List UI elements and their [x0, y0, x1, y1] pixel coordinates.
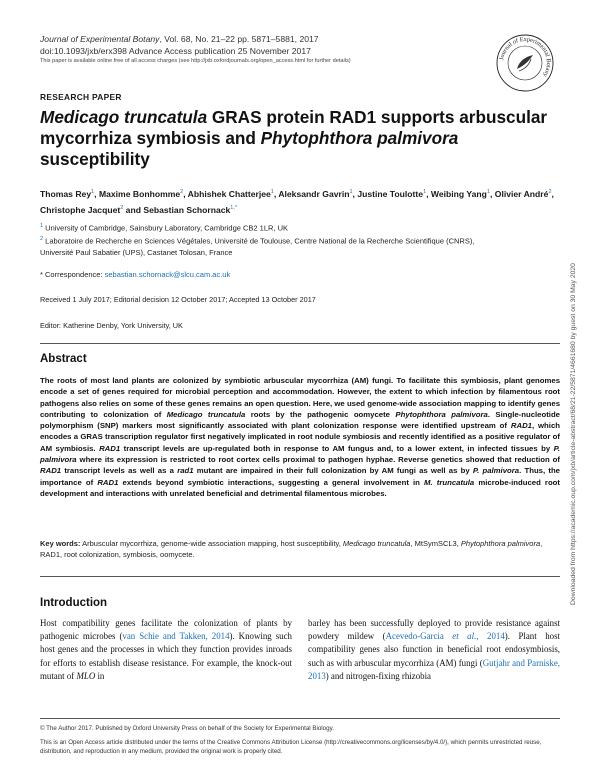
- author-name: Justine Toulotte: [357, 188, 424, 199]
- intro-text: barley has been successfully deployed to provide resistance against powdery mildew (: [308, 618, 560, 642]
- abstract-text: transcript levels as well as a: [61, 466, 178, 476]
- intro-text: in: [95, 670, 105, 681]
- author-name: Abhishek Chatterjee: [187, 188, 271, 199]
- author-name: Thomas Rey: [40, 188, 92, 199]
- author-separator: ,: [490, 188, 495, 199]
- intro-right-column: [308, 617, 560, 683]
- keywords-label: Key words:: [40, 539, 81, 548]
- download-stamp: Downloaded from https://academic.oup.com/jxb/article-abstract/68/21-22/5871/4661680 by guest on 30 May 2020: [570, 263, 577, 605]
- author-affiliation-marker: 1: [349, 189, 353, 195]
- citation-italic: et al.: [452, 631, 477, 642]
- copyright-notice: © The Author 2017. Published by Oxford University Press on behalf of the Society for Experimental Biology.: [40, 725, 334, 732]
- intro-text: ). Plant host compatibility genes also function in beneficial root endosymbiosis, such as with arbuscular mycorrhiza (AM) fungi (: [308, 631, 560, 668]
- affiliation-2-text-b: Université Paul Sabatier (UPS), Castanet Tolosan, France: [40, 247, 233, 257]
- article-title: [40, 107, 560, 170]
- affiliation-2: [40, 234, 560, 258]
- author-name: Weibing Yang: [430, 188, 487, 199]
- abstract-italic: P. palmivora: [472, 466, 520, 476]
- author-affiliation-marker: 1: [270, 189, 274, 195]
- author-affiliation-marker: 2: [120, 205, 124, 212]
- citation-link[interactable]: Gutjahr and Parniske, 2013: [308, 657, 560, 681]
- keywords-text: , MtSymSCL3,: [410, 539, 461, 548]
- keywords-text: Arbuscular mycorrhiza, genome-wide association mapping, host susceptibility,: [80, 539, 343, 548]
- abstract-text: roots by the pathogenic oomycete: [245, 409, 396, 419]
- journal-details: , Vol. 68, No. 21–22 pp. 5871–5881, 2017: [159, 34, 319, 44]
- divider: [40, 576, 560, 577]
- affiliation-2-number: 2: [40, 236, 44, 242]
- author-list: [40, 185, 560, 218]
- author-affiliation-marker: 1: [423, 189, 427, 195]
- intro-left-column: [40, 617, 292, 683]
- author-separator: ,: [273, 188, 279, 199]
- citation-text: Acevedo-Garcia: [385, 631, 453, 642]
- title-text-1: GRAS protein RAD1 supports arbuscular mycorrhiza symbiosis and: [40, 107, 548, 148]
- abstract-text: where its expression is restricted to root cortex cells proximal to pathogen hyphae. Reverse genetics showed that reduction of: [76, 455, 560, 465]
- abstract-text: transcript levels are up-regulated both in response to AM fungus and, to a lower extent, in infected tissues by: [120, 443, 554, 453]
- intro-text: Host compatibility genes facilitate the colonization of plants by pathogenic microbes (: [40, 618, 292, 642]
- author-name: Christophe Jacquet: [40, 205, 121, 216]
- author-affiliation-marker: 2: [548, 189, 552, 195]
- keywords: [40, 538, 560, 560]
- affiliation-1: [40, 221, 560, 234]
- introduction-heading: Introduction: [40, 597, 108, 609]
- author-affiliation-marker: 1: [91, 189, 95, 195]
- citation-link[interactable]: van Schie and Takken, 2014: [122, 631, 230, 642]
- received-dates: Received 1 July 2017; Editorial decision 12 October 2017; Accepted 13 October 2017: [40, 295, 316, 304]
- correspondence-label: * Correspondence:: [40, 270, 105, 279]
- abstract-text: extends beyond symbiotic interactions, suggesting a general involvement in: [118, 477, 425, 487]
- author-separator: ,: [352, 188, 358, 199]
- abstract-text: . Thus, the importance of: [40, 466, 560, 487]
- author-name: Sebastian Schornack: [143, 205, 231, 216]
- abstract-text: The roots of most land plants are colonized by symbiotic arbuscular mycorrhiza (AM) fungi. To facilitate this symbiosis, plant genomes encode a set of genes required for microbial perception and accommodation. However, the extent to which infection by filamentous root pathogens also relies on some of these genes remains an open question. Here, we used genome-wide association mapping to identify genes contributing to colonization of: [40, 376, 560, 419]
- abstract-italic: RAD1: [97, 477, 119, 487]
- abstract-italic: rad1: [177, 466, 194, 476]
- abstract-italic: RAD1: [40, 466, 62, 476]
- divider: [40, 343, 560, 344]
- keywords-italic: Phytophthora palmivora: [460, 539, 541, 548]
- author-name: Aleksandr Gavrin: [278, 188, 350, 199]
- abstract-text: mutant are impaired in their full colonization by AM fungi as well as by: [193, 466, 473, 476]
- correspondence-email-link[interactable]: sebastian.schornack@slcu.cam.ac.uk: [104, 270, 231, 279]
- keywords-text: , RAD1, root colonization, symbiosis, oomycete.: [40, 539, 543, 559]
- author-separator: and: [123, 205, 144, 216]
- abstract-text: microbe-induced root development and interactions with unrelated beneficial and detrimental filamentous microbes.: [40, 477, 560, 498]
- title-text-2: susceptibility: [40, 149, 150, 169]
- abstract-italic: RAD1: [99, 443, 121, 453]
- journal-name: Journal of Experimental Botany: [40, 34, 160, 44]
- affiliation-1-number: 1: [40, 223, 44, 229]
- author-separator: ,: [426, 188, 431, 199]
- abstract-text: . Single-nucleotide polymorphism (SNP) markers most significantly associated with plant colonization response were identified upstream of: [40, 409, 560, 431]
- author-separator: ,: [94, 188, 99, 199]
- seal-text: Journal of Experimental Botany: [498, 35, 553, 79]
- citation-link[interactable]: [386, 631, 505, 641]
- journal-seal-logo: [495, 33, 555, 93]
- abstract-italic: P. palmivora: [40, 443, 560, 465]
- doi-line: doi:10.1093/jxb/erx398 Advance Access publication 25 November 2017: [40, 46, 311, 56]
- abstract-italic: M. truncatula: [424, 477, 475, 487]
- intro-text: ). Knowing such host genes and the processes in which they function provides inroads for efforts to establish disease resistance. For example, the knock-out mutant of: [40, 631, 292, 681]
- abstract-italic: Phytophthora palmivora: [395, 409, 488, 419]
- journal-citation: [40, 34, 319, 44]
- author-name: Maxime Bonhomme: [98, 188, 181, 199]
- correspondence: [40, 270, 230, 279]
- title-italic-1: Medicago truncatula: [40, 107, 208, 127]
- author-name: Olivier André: [494, 188, 549, 199]
- intro-text: ) and nitrogen-fixing rhizobia: [325, 670, 431, 681]
- abstract-body: [40, 375, 560, 499]
- keywords-italic: Medicago truncatula: [342, 539, 411, 548]
- abstract-italic: RAD1: [510, 421, 532, 431]
- author-affiliation-marker: 1: [486, 189, 490, 195]
- title-italic-2: Phytophthora palmivora: [260, 128, 459, 148]
- author-separator: ,: [551, 188, 554, 199]
- footer-divider: [40, 718, 560, 719]
- abstract-heading: Abstract: [40, 353, 87, 365]
- article-type: RESEARCH PAPER: [40, 92, 122, 102]
- affiliation-1-text: University of Cambridge, Sainsbury Laboratory, Cambridge CB2 1LR, UK: [43, 223, 289, 233]
- open-access-note: This paper is available online free of all access charges (see http://jxb.oxfordjournals.org/open_access.html for further details): [40, 58, 351, 64]
- affiliation-2-text: Laboratoire de Recherche en Sciences Végétales, Université de Toulouse, Centre National de la Recherche Scientifique (CNRS),: [43, 236, 475, 246]
- author-separator: ,: [183, 188, 188, 199]
- author-affiliation-marker: 2: [180, 189, 184, 195]
- abstract-italic: Medicago truncatula: [166, 409, 246, 419]
- editor-line: Editor: Katherine Denby, York University, UK: [40, 321, 183, 330]
- citation-text: , 2014: [476, 631, 505, 642]
- abstract-text: , which encodes a GRAS transcription regulator first negatively implicated in root nodule symbiosis and recently identified as a positive regulator of AM symbiosis.: [40, 421, 560, 453]
- author-affiliation-marker: 1,*: [230, 205, 238, 212]
- license-notice: This is an Open Access article distributed under the terms of the Creative Commons Attribution License (http://creativecommons.org/licenses/by/4.0/), which permits unrestricted reuse, distribution, and reproduction in any medium, provided the original work is properly cited.: [40, 739, 542, 755]
- intro-italic: MLO: [76, 670, 96, 681]
